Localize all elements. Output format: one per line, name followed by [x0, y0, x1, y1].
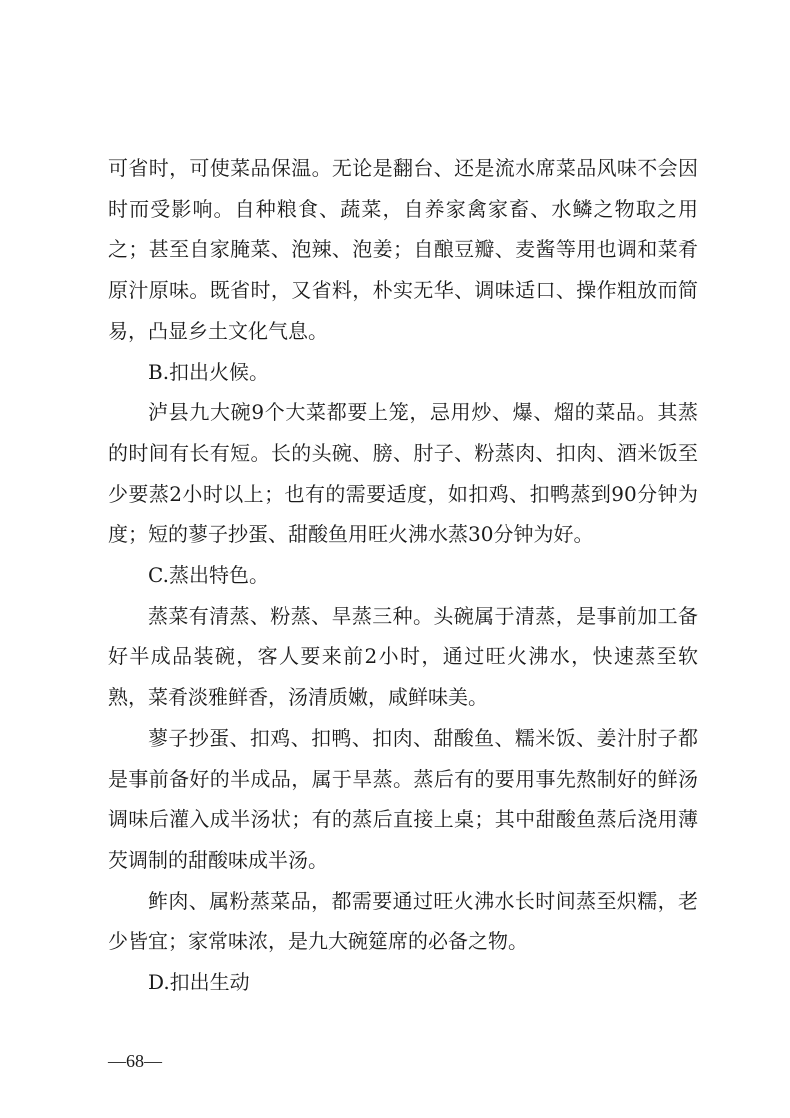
page-number: —68— — [108, 1051, 162, 1071]
paragraph: 鲊肉、属粉蒸菜品，都需要通过旺火沸水长时间蒸至炽糯，老少皆宜；家常味浓，是九大碗筵席的必备之物。 — [108, 888, 698, 954]
heading-c: C.蒸出特色。 — [148, 563, 269, 588]
paragraph: 泸县九大碗9个大菜都要上笼，忌用炒、爆、熘的菜品。其蒸的时间有长有短。长的头碗、膀、肘子、粉蒸肉、扣肉、酒米饭至少要蒸2小时以上；也有的需要适度，如扣鸡、扣鸭蒸到90分钟为度；短的蓼子抄蛋、甜酸鱼用旺火沸水蒸30分钟为好。 — [108, 400, 698, 547]
paragraph: 蒸菜有清蒸、粉蒸、旱蒸三种。头碗属于清蒸，是事前加工备好半成品装碗，客人要来前2小时，通过旺火沸水，快速蒸至软熟，菜肴淡雅鲜香，汤清质嫩，咸鲜味美。 — [108, 603, 698, 710]
body-text — [108, 148, 698, 1003]
heading-d: D.扣出生动 — [148, 970, 250, 995]
paragraph: 蓼子抄蛋、扣鸡、扣鸭、扣肉、甜酸鱼、糯米饭、姜汁肘子都是事前备好的半成品，属于旱蒸。蒸后有的要用事先熬制好的鲜汤调味后灌入成半汤状；有的蒸后直接上桌；其中甜酸鱼蒸后浇用薄芡调制的甜酸味成半汤。 — [108, 725, 698, 872]
paragraph-continued: 可省时，可使菜品保温。无论是翻台、还是流水席菜品风味不会因时而受影响。自种粮食、蔬菜，自养家禽家畜、水鳞之物取之用之；甚至自家腌菜、泡辣、泡姜；自酿豆瓣、麦酱等用也调和菜肴原汁原味。既省时，又省料，朴实无华、调味适口、操作粗放而简易，凸显乡土文化气息。 — [108, 156, 698, 343]
heading-b: B.扣出火候。 — [148, 359, 270, 384]
